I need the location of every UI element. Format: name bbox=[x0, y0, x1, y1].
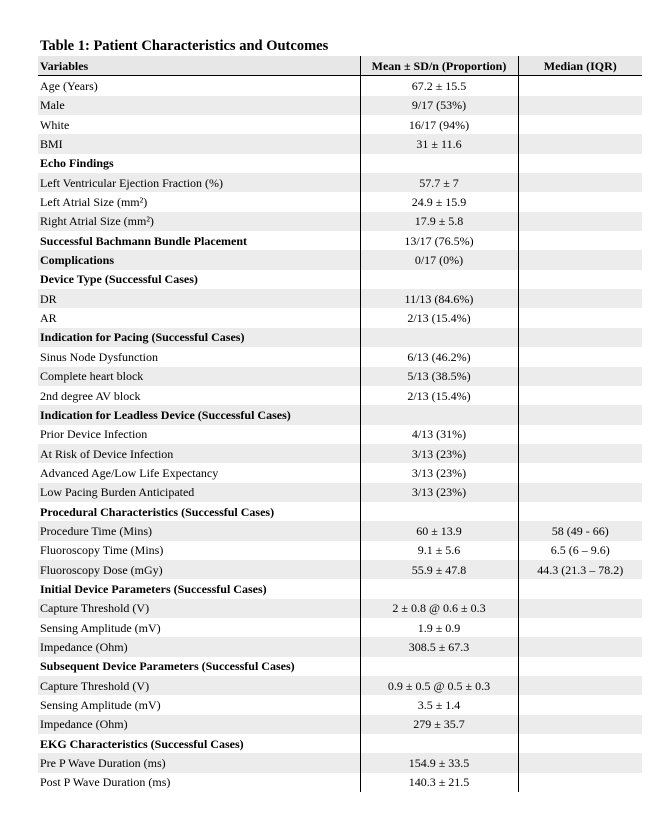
table-body bbox=[38, 76, 642, 792]
section-row bbox=[38, 579, 642, 598]
median-cell bbox=[518, 425, 642, 444]
variable-cell: Sensing Amplitude (mV) bbox=[40, 698, 161, 713]
variable-cell: Advanced Age/Low Life Expectancy bbox=[40, 465, 219, 480]
mean-cell: 2 ± 0.8 @ 0.6 ± 0.3 bbox=[360, 599, 518, 618]
section-row bbox=[38, 502, 642, 521]
variable-cell: AR bbox=[40, 311, 57, 326]
median-cell bbox=[518, 212, 642, 231]
variable-cell: Successful Bachmann Bundle Placement bbox=[40, 233, 248, 248]
table-row bbox=[38, 115, 642, 134]
table-row bbox=[38, 173, 642, 192]
mean-cell: 55.9 ± 47.8 bbox=[360, 560, 518, 579]
section-row bbox=[38, 154, 642, 173]
mean-cell: 9.1 ± 5.6 bbox=[360, 541, 518, 560]
median-cell bbox=[518, 134, 642, 153]
table-row bbox=[38, 521, 642, 540]
table-row bbox=[38, 676, 642, 695]
median-cell bbox=[518, 502, 642, 521]
mean-cell bbox=[360, 270, 518, 289]
variable-cell: Prior Device Infection bbox=[40, 427, 148, 442]
variable-cell: Post P Wave Duration (ms) bbox=[40, 775, 171, 790]
header-row bbox=[38, 56, 642, 76]
mean-cell: 3.5 ± 1.4 bbox=[360, 695, 518, 714]
variable-cell: Indication for Pacing (Successful Cases) bbox=[38, 328, 360, 347]
variable-cell: Fluoroscopy Time (Mins) bbox=[40, 543, 164, 558]
variable-cell: Age (Years) bbox=[40, 79, 98, 94]
variable-cell: Fluoroscopy Dose (mGy) bbox=[38, 560, 360, 579]
section-row bbox=[38, 231, 642, 250]
section-row bbox=[38, 405, 642, 424]
variable-cell: Complications bbox=[38, 250, 360, 269]
median-cell bbox=[518, 483, 642, 502]
table-row bbox=[38, 76, 642, 96]
mean-cell bbox=[360, 579, 518, 598]
median-cell bbox=[518, 367, 642, 386]
median-cell bbox=[518, 695, 642, 714]
median-cell: 44.3 (21.3 – 78.2) bbox=[518, 560, 642, 579]
variable-cell: Impedance (Ohm) bbox=[38, 637, 360, 656]
table-row bbox=[38, 289, 642, 308]
mean-cell: 3/13 (23%) bbox=[360, 483, 518, 502]
mean-cell: 13/17 (76.5%) bbox=[360, 231, 518, 250]
table-row bbox=[38, 386, 642, 405]
table-row bbox=[38, 483, 642, 502]
mean-cell: 16/17 (94%) bbox=[360, 115, 518, 134]
median-cell bbox=[518, 599, 642, 618]
variable-cell: BMI bbox=[38, 134, 360, 153]
variable-cell: Procedural Characteristics (Successful Cases) bbox=[40, 504, 275, 519]
mean-cell bbox=[360, 328, 518, 347]
variable-cell: Capture Threshold (V) bbox=[38, 676, 360, 695]
variable-cell: Echo Findings bbox=[40, 156, 114, 171]
median-cell bbox=[518, 386, 642, 405]
section-row bbox=[38, 270, 642, 289]
variable-cell: Capture Threshold (V) bbox=[38, 599, 360, 618]
variable-cell: Left Ventricular Ejection Fraction (%) bbox=[38, 173, 360, 192]
table-row bbox=[38, 134, 642, 153]
variable-cell: Left Atrial Size (mm²) bbox=[40, 195, 148, 210]
table-row bbox=[38, 753, 642, 772]
header-variables: Variables bbox=[38, 56, 360, 76]
mean-cell: 31 ± 11.6 bbox=[360, 134, 518, 153]
median-cell bbox=[518, 579, 642, 598]
section-row bbox=[38, 328, 642, 347]
header-mean-sd: Mean ± SD/n (Proportion) bbox=[360, 56, 518, 76]
median-cell bbox=[518, 444, 642, 463]
median-cell: 58 (49 - 66) bbox=[518, 521, 642, 540]
median-cell bbox=[518, 115, 642, 134]
table-row bbox=[38, 308, 642, 327]
variable-cell: Impedance (Ohm) bbox=[38, 715, 360, 734]
median-cell: 6.5 (6 – 9.6) bbox=[550, 543, 610, 558]
table-row bbox=[38, 560, 642, 579]
median-cell bbox=[518, 773, 642, 792]
table-row bbox=[38, 773, 642, 792]
variable-cell: White bbox=[40, 117, 70, 132]
variable-cell: Male bbox=[38, 96, 360, 115]
mean-cell: 6/13 (46.2%) bbox=[360, 347, 518, 366]
mean-cell: 2/13 (15.4%) bbox=[360, 386, 518, 405]
mean-cell: 60 ± 13.9 bbox=[360, 521, 518, 540]
mean-cell: 67.2 ± 15.5 bbox=[360, 76, 518, 96]
median-cell bbox=[518, 289, 642, 308]
table-row bbox=[38, 463, 642, 482]
variable-cell: At Risk of Device Infection bbox=[38, 444, 360, 463]
variable-cell: Low Pacing Burden Anticipated bbox=[38, 483, 360, 502]
mean-cell bbox=[360, 502, 518, 521]
mean-cell: 57.7 ± 7 bbox=[360, 173, 518, 192]
variable-cell: Right Atrial Size (mm²) bbox=[38, 212, 360, 231]
mean-cell: 5/13 (38.5%) bbox=[360, 367, 518, 386]
table-row bbox=[38, 444, 642, 463]
variable-cell: Sinus Node Dysfunction bbox=[40, 349, 158, 364]
table-row bbox=[38, 715, 642, 734]
variable-cell: EKG Characteristics (Successful Cases) bbox=[40, 736, 244, 751]
mean-cell bbox=[360, 405, 518, 424]
median-cell bbox=[518, 347, 642, 366]
variable-cell: Pre P Wave Duration (ms) bbox=[38, 753, 360, 772]
mean-cell: 4/13 (31%) bbox=[360, 425, 518, 444]
mean-cell bbox=[360, 154, 518, 173]
median-cell bbox=[518, 463, 642, 482]
table-row bbox=[38, 192, 642, 211]
table-row bbox=[38, 637, 642, 656]
median-cell bbox=[518, 405, 642, 424]
mean-cell: 3/13 (23%) bbox=[360, 444, 518, 463]
median-cell bbox=[518, 231, 642, 250]
mean-cell: 0.9 ± 0.5 @ 0.5 ± 0.3 bbox=[360, 676, 518, 695]
table-row bbox=[38, 695, 642, 714]
mean-cell: 9/17 (53%) bbox=[360, 96, 518, 115]
mean-cell: 1.9 ± 0.9 bbox=[360, 618, 518, 637]
variable-cell: Indication for Leadless Device (Successful Cases) bbox=[38, 405, 360, 424]
variable-cell: Initial Device Parameters (Successful Cases) bbox=[40, 581, 267, 596]
mean-cell: 140.3 ± 21.5 bbox=[360, 773, 518, 792]
mean-cell: 2/13 (15.4%) bbox=[360, 308, 518, 327]
mean-cell: 0/17 (0%) bbox=[360, 250, 518, 269]
mean-cell: 24.9 ± 15.9 bbox=[360, 192, 518, 211]
median-cell bbox=[518, 715, 642, 734]
median-cell bbox=[518, 76, 642, 96]
median-cell bbox=[518, 618, 642, 637]
median-cell bbox=[518, 753, 642, 772]
section-row bbox=[38, 250, 642, 269]
section-row bbox=[38, 657, 642, 676]
table-row bbox=[38, 367, 642, 386]
patient-characteristics-table bbox=[38, 56, 642, 792]
mean-cell: 154.9 ± 33.5 bbox=[360, 753, 518, 772]
median-cell bbox=[518, 192, 642, 211]
mean-cell bbox=[360, 657, 518, 676]
mean-cell: 308.5 ± 67.3 bbox=[360, 637, 518, 656]
table-row bbox=[38, 541, 642, 560]
variable-cell: 2nd degree AV block bbox=[40, 388, 141, 403]
variable-cell: Procedure Time (Mins) bbox=[38, 521, 360, 540]
table-row bbox=[38, 425, 642, 444]
table-row bbox=[38, 347, 642, 366]
median-cell bbox=[518, 676, 642, 695]
variable-cell: Sensing Amplitude (mV) bbox=[40, 620, 161, 635]
table-row bbox=[38, 599, 642, 618]
mean-cell bbox=[360, 734, 518, 753]
variable-cell: Device Type (Successful Cases) bbox=[40, 272, 198, 287]
mean-cell: 279 ± 35.7 bbox=[360, 715, 518, 734]
median-cell bbox=[518, 734, 642, 753]
mean-cell: 17.9 ± 5.8 bbox=[360, 212, 518, 231]
table-row bbox=[38, 618, 642, 637]
header-median-iqr: Median (IQR) bbox=[518, 56, 642, 76]
median-cell bbox=[518, 250, 642, 269]
mean-cell: 11/13 (84.6%) bbox=[360, 289, 518, 308]
table-title: Table 1: Patient Characteristics and Outcomes bbox=[40, 38, 329, 54]
median-cell bbox=[518, 173, 642, 192]
median-cell bbox=[518, 328, 642, 347]
median-cell bbox=[518, 308, 642, 327]
mean-cell: 3/13 (23%) bbox=[360, 463, 518, 482]
section-row bbox=[38, 734, 642, 753]
median-cell bbox=[518, 637, 642, 656]
median-cell bbox=[518, 657, 642, 676]
variable-cell: DR bbox=[38, 289, 360, 308]
variable-cell: Complete heart block bbox=[38, 367, 360, 386]
table-row bbox=[38, 212, 642, 231]
median-cell bbox=[518, 270, 642, 289]
median-cell bbox=[518, 154, 642, 173]
median-cell bbox=[518, 96, 642, 115]
variable-cell: Subsequent Device Parameters (Successful Cases) bbox=[40, 659, 295, 674]
table-row bbox=[38, 96, 642, 115]
